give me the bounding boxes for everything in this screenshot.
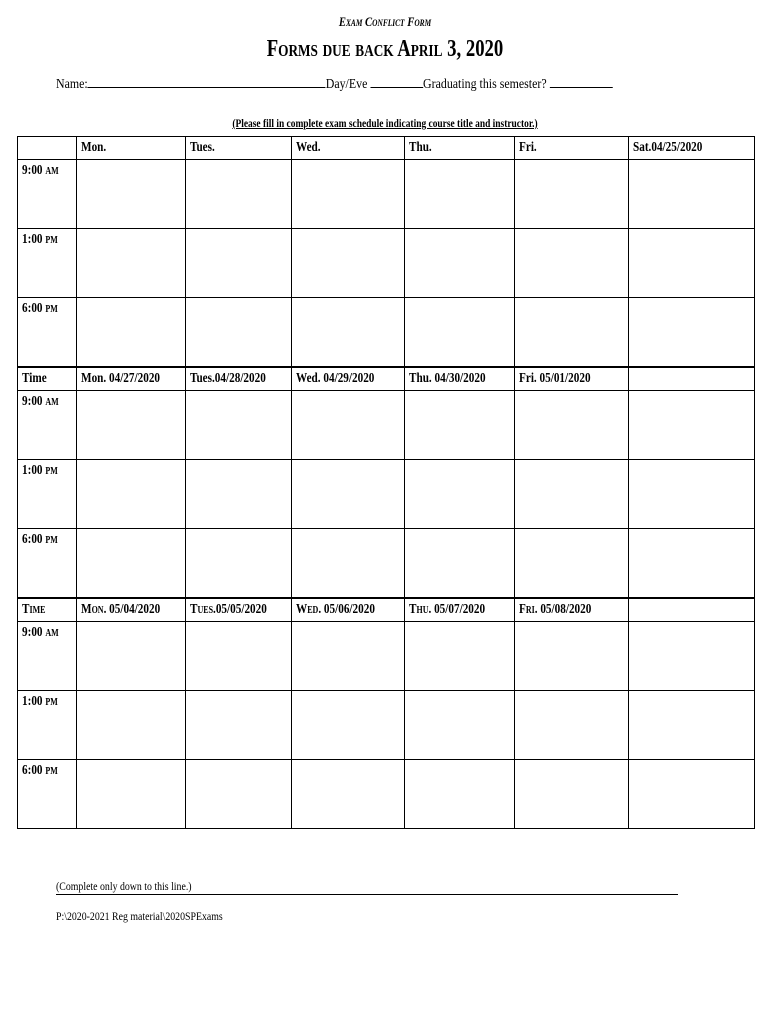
graduating-label: Graduating this semester? bbox=[423, 77, 547, 92]
time-slot-row bbox=[18, 298, 755, 368]
time-slot-label-cell bbox=[18, 160, 77, 229]
ampm-value: AM bbox=[45, 628, 59, 639]
schedule-entry-cell[interactable] bbox=[186, 691, 292, 760]
schedule-entry-cell[interactable] bbox=[405, 760, 515, 829]
schedule-entry-cell[interactable] bbox=[77, 760, 186, 829]
day-header bbox=[405, 137, 515, 160]
schedule-entry-cell[interactable] bbox=[77, 391, 186, 460]
dayeve-label: Day/Eve bbox=[325, 77, 368, 92]
time-header-label bbox=[18, 145, 22, 148]
day-header bbox=[77, 137, 186, 160]
day-header-label: Tues.04/28/2020 bbox=[190, 371, 266, 386]
time-slot-label-cell bbox=[18, 298, 77, 368]
day-header bbox=[515, 367, 629, 391]
time-slot-label bbox=[18, 760, 58, 779]
file-path: P:\2020-2021 Reg material\2020SPExams bbox=[56, 909, 223, 923]
schedule-entry-cell[interactable] bbox=[629, 229, 755, 298]
instructions: (Please fill in complete exam schedule indicating course title and instructor.) bbox=[232, 118, 538, 130]
time-slot-label bbox=[18, 160, 59, 179]
time-slot-label bbox=[18, 691, 58, 710]
ampm-value: PM bbox=[45, 535, 58, 546]
ampm-value: PM bbox=[45, 697, 58, 708]
time-column-header bbox=[18, 137, 77, 160]
day-header bbox=[292, 598, 405, 622]
day-header-label bbox=[629, 607, 633, 610]
time-slot-label bbox=[18, 229, 58, 248]
ampm-value: PM bbox=[45, 766, 58, 777]
day-header bbox=[515, 137, 629, 160]
time-slot-row bbox=[18, 460, 755, 529]
day-header bbox=[629, 367, 755, 391]
schedule-entry-cell[interactable] bbox=[77, 622, 186, 691]
graduating-field[interactable] bbox=[550, 73, 613, 88]
time-slot-label bbox=[18, 529, 58, 548]
time-slot-label-cell bbox=[18, 460, 77, 529]
time-value: 1:00 bbox=[22, 694, 43, 709]
time-column-header bbox=[18, 367, 77, 391]
ampm-value: AM bbox=[45, 166, 59, 177]
time-slot-label-cell bbox=[18, 622, 77, 691]
time-slot-label bbox=[18, 460, 58, 479]
day-header-label: Sat.04/25/2020 bbox=[633, 140, 703, 155]
day-header-label: Tues.05/05/2020 bbox=[190, 602, 267, 617]
schedule-entry-cell[interactable] bbox=[515, 298, 629, 368]
time-header-label: Time bbox=[22, 602, 46, 617]
schedule-entry-cell[interactable] bbox=[405, 229, 515, 298]
time-slot-row bbox=[18, 529, 755, 599]
exam-schedule-table bbox=[17, 136, 755, 829]
schedule-entry-cell[interactable] bbox=[405, 160, 515, 229]
time-slot-label-cell bbox=[18, 760, 77, 829]
schedule-entry-cell[interactable] bbox=[292, 160, 405, 229]
complete-note: (Complete only down to this line.) bbox=[56, 879, 192, 893]
due-date-title: Forms due back April 3, 2020 bbox=[266, 36, 504, 62]
schedule-entry-cell[interactable] bbox=[629, 298, 755, 368]
schedule-entry-cell[interactable] bbox=[186, 160, 292, 229]
schedule-entry-cell[interactable] bbox=[186, 298, 292, 368]
schedule-entry-cell[interactable] bbox=[629, 529, 755, 599]
schedule-entry-cell[interactable] bbox=[77, 460, 186, 529]
schedule-entry-cell[interactable] bbox=[405, 391, 515, 460]
schedule-entry-cell[interactable] bbox=[515, 622, 629, 691]
complete-line bbox=[56, 879, 678, 895]
time-value: 1:00 bbox=[22, 232, 43, 247]
day-header bbox=[186, 367, 292, 391]
time-value: 9:00 bbox=[22, 394, 43, 409]
schedule-entry-cell[interactable] bbox=[629, 760, 755, 829]
schedule-entry-cell[interactable] bbox=[292, 691, 405, 760]
schedule-entry-cell[interactable] bbox=[515, 160, 629, 229]
day-header-label: Mon. 04/27/2020 bbox=[81, 371, 161, 386]
name-label: Name: bbox=[56, 77, 88, 92]
day-header-label: Wed. bbox=[296, 140, 321, 155]
schedule-entry-cell[interactable] bbox=[77, 691, 186, 760]
schedule-entry-cell[interactable] bbox=[629, 160, 755, 229]
day-header-label bbox=[629, 376, 633, 379]
day-header-label: Fri. 05/01/2020 bbox=[519, 371, 591, 386]
time-slot-label bbox=[18, 298, 58, 317]
schedule-entry-cell[interactable] bbox=[186, 391, 292, 460]
schedule-entry-cell[interactable] bbox=[515, 760, 629, 829]
schedule-entry-cell[interactable] bbox=[515, 229, 629, 298]
day-header-label: Fri. bbox=[519, 140, 537, 155]
day-header-label: Thu. bbox=[409, 140, 432, 155]
time-column-header bbox=[18, 598, 77, 622]
day-header bbox=[77, 367, 186, 391]
ampm-value: AM bbox=[45, 397, 59, 408]
time-slot-label-cell bbox=[18, 529, 77, 599]
schedule-entry-cell[interactable] bbox=[292, 391, 405, 460]
week-header-row bbox=[18, 137, 755, 160]
day-header bbox=[186, 598, 292, 622]
dayeve-field[interactable] bbox=[370, 73, 423, 88]
schedule-entry-cell[interactable] bbox=[186, 460, 292, 529]
schedule-entry-cell[interactable] bbox=[292, 229, 405, 298]
schedule-entry-cell[interactable] bbox=[292, 460, 405, 529]
time-slot-row bbox=[18, 622, 755, 691]
name-field[interactable] bbox=[88, 73, 326, 88]
time-slot-row bbox=[18, 691, 755, 760]
schedule-entry-cell[interactable] bbox=[292, 622, 405, 691]
time-value: 6:00 bbox=[22, 532, 43, 547]
day-header-label: Wed. 05/06/2020 bbox=[296, 602, 375, 617]
day-header bbox=[186, 137, 292, 160]
day-header-label: Tues. bbox=[190, 140, 215, 155]
day-header bbox=[515, 598, 629, 622]
time-slot-row bbox=[18, 229, 755, 298]
schedule-entry-cell[interactable] bbox=[629, 460, 755, 529]
time-value: 9:00 bbox=[22, 163, 43, 178]
time-value: 1:00 bbox=[22, 463, 43, 478]
schedule-entry-cell[interactable] bbox=[629, 391, 755, 460]
time-slot-row bbox=[18, 760, 755, 829]
schedule-entry-cell[interactable] bbox=[515, 529, 629, 599]
schedule-entry-cell[interactable] bbox=[292, 529, 405, 599]
time-slot-label bbox=[18, 391, 59, 410]
schedule-entry-cell[interactable] bbox=[292, 298, 405, 368]
schedule-entry-cell[interactable] bbox=[405, 460, 515, 529]
time-value: 9:00 bbox=[22, 625, 43, 640]
day-header bbox=[405, 367, 515, 391]
day-header bbox=[292, 367, 405, 391]
schedule-entry-cell[interactable] bbox=[629, 622, 755, 691]
schedule-entry-cell[interactable] bbox=[515, 391, 629, 460]
schedule-entry-cell[interactable] bbox=[77, 229, 186, 298]
form-title: Exam Conflict Form bbox=[338, 14, 432, 29]
schedule-entry-cell[interactable] bbox=[77, 160, 186, 229]
time-slot-label-cell bbox=[18, 391, 77, 460]
ampm-value: PM bbox=[45, 304, 58, 315]
schedule-entry-cell[interactable] bbox=[405, 298, 515, 368]
schedule-entry-cell[interactable] bbox=[515, 691, 629, 760]
day-header bbox=[405, 598, 515, 622]
schedule-entry-cell[interactable] bbox=[186, 229, 292, 298]
time-slot-label bbox=[18, 622, 59, 641]
ampm-value: PM bbox=[45, 235, 58, 246]
name-line bbox=[56, 73, 613, 93]
schedule-entry-cell[interactable] bbox=[629, 691, 755, 760]
week-header-row bbox=[18, 367, 755, 391]
schedule-entry-cell[interactable] bbox=[405, 622, 515, 691]
day-header-label: Thu. 05/07/2020 bbox=[409, 602, 486, 617]
schedule-entry-cell[interactable] bbox=[186, 529, 292, 599]
time-slot-row bbox=[18, 391, 755, 460]
time-slot-row bbox=[18, 160, 755, 229]
day-header bbox=[77, 598, 186, 622]
time-slot-label-cell bbox=[18, 229, 77, 298]
schedule-entry-cell[interactable] bbox=[405, 691, 515, 760]
schedule-entry-cell[interactable] bbox=[186, 760, 292, 829]
day-header-label: Thu. 04/30/2020 bbox=[409, 371, 486, 386]
ampm-value: PM bbox=[45, 466, 58, 477]
time-value: 6:00 bbox=[22, 301, 43, 316]
day-header bbox=[292, 137, 405, 160]
day-header bbox=[629, 598, 755, 622]
day-header bbox=[629, 137, 755, 160]
time-header-label: Time bbox=[22, 371, 47, 386]
schedule-entry-cell[interactable] bbox=[292, 760, 405, 829]
day-header-label: Wed. 04/29/2020 bbox=[296, 371, 375, 386]
day-header-label: Mon. 05/04/2020 bbox=[81, 602, 161, 617]
time-slot-label-cell bbox=[18, 691, 77, 760]
day-header-label: Fri. 05/08/2020 bbox=[519, 602, 592, 617]
week-header-row bbox=[18, 598, 755, 622]
schedule-entry-cell[interactable] bbox=[515, 460, 629, 529]
time-value: 6:00 bbox=[22, 763, 43, 778]
schedule-entry-cell[interactable] bbox=[405, 529, 515, 599]
day-header-label: Mon. bbox=[81, 140, 107, 155]
schedule-entry-cell[interactable] bbox=[186, 622, 292, 691]
schedule-entry-cell[interactable] bbox=[77, 298, 186, 368]
schedule-entry-cell[interactable] bbox=[77, 529, 186, 599]
